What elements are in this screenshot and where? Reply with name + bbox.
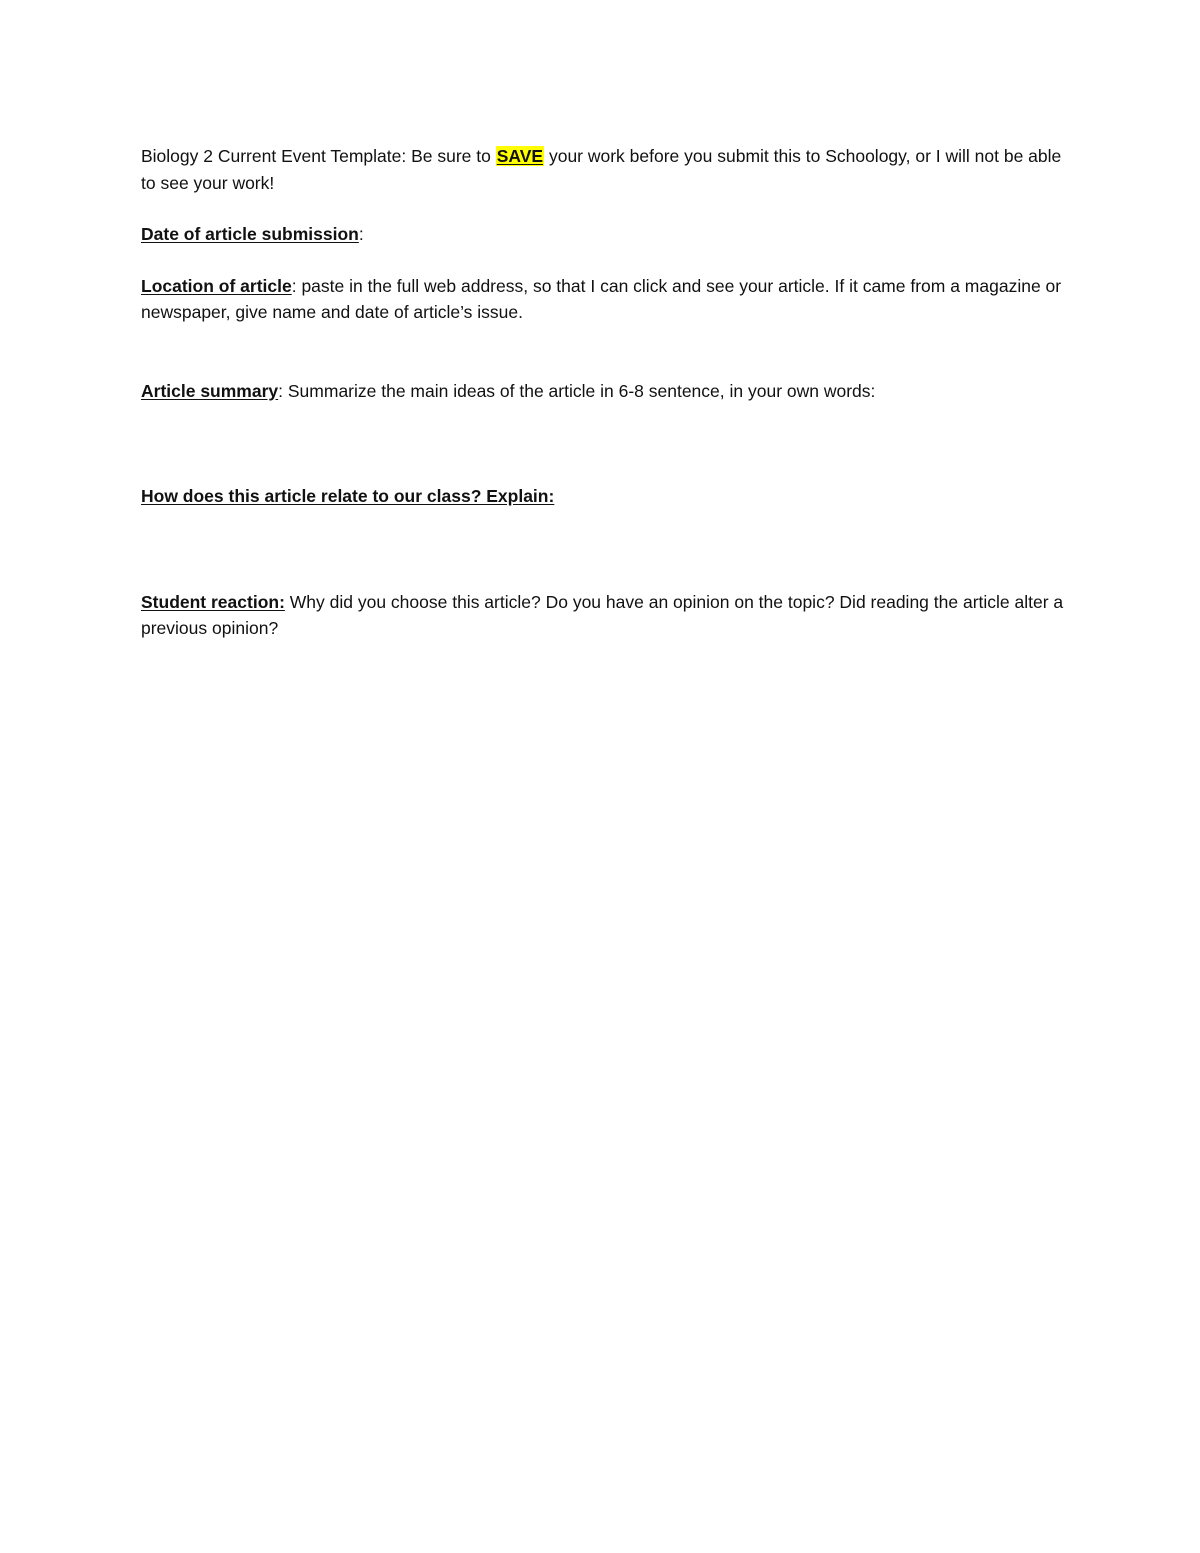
- date-of-submission-paragraph: [141, 221, 1071, 248]
- student-reaction-paragraph: [141, 589, 1071, 642]
- summary-text: : Summarize the main ideas of the article in 6-8 sentence, in your own words:: [278, 380, 876, 401]
- summary-label: Article summary: [141, 380, 279, 401]
- save-highlight: SAVE: [496, 146, 544, 166]
- student-reaction-text: Why did you choose this article? Do you have an opinion on the topic? Did reading the article alter a previous opinion?: [141, 591, 1064, 638]
- intro-paragraph: [141, 143, 1071, 196]
- date-of-submission-label: Date of article submission: [141, 224, 359, 244]
- summary-paragraph: [141, 378, 1071, 405]
- document-body: [141, 143, 1071, 642]
- location-text: : paste in the full web address, so that I can click and see your article. If it came from a magazine or newspaper, give name and date of article’s issue.: [141, 275, 1062, 322]
- location-paragraph: [141, 273, 1071, 326]
- class-relation-paragraph: [141, 483, 1071, 510]
- date-of-submission-text: :: [358, 224, 364, 244]
- student-reaction-label: Student reaction:: [141, 591, 285, 612]
- intro-text-end: your work before you submit this to Schoology, or I will not be able to see your work!: [141, 146, 1062, 193]
- intro-text-start: Biology 2 Current Event Template: Be sure to: [141, 146, 496, 166]
- location-label: Location of article: [141, 275, 292, 296]
- class-relation-label: How does this article relate to our class? Explain:: [141, 486, 555, 506]
